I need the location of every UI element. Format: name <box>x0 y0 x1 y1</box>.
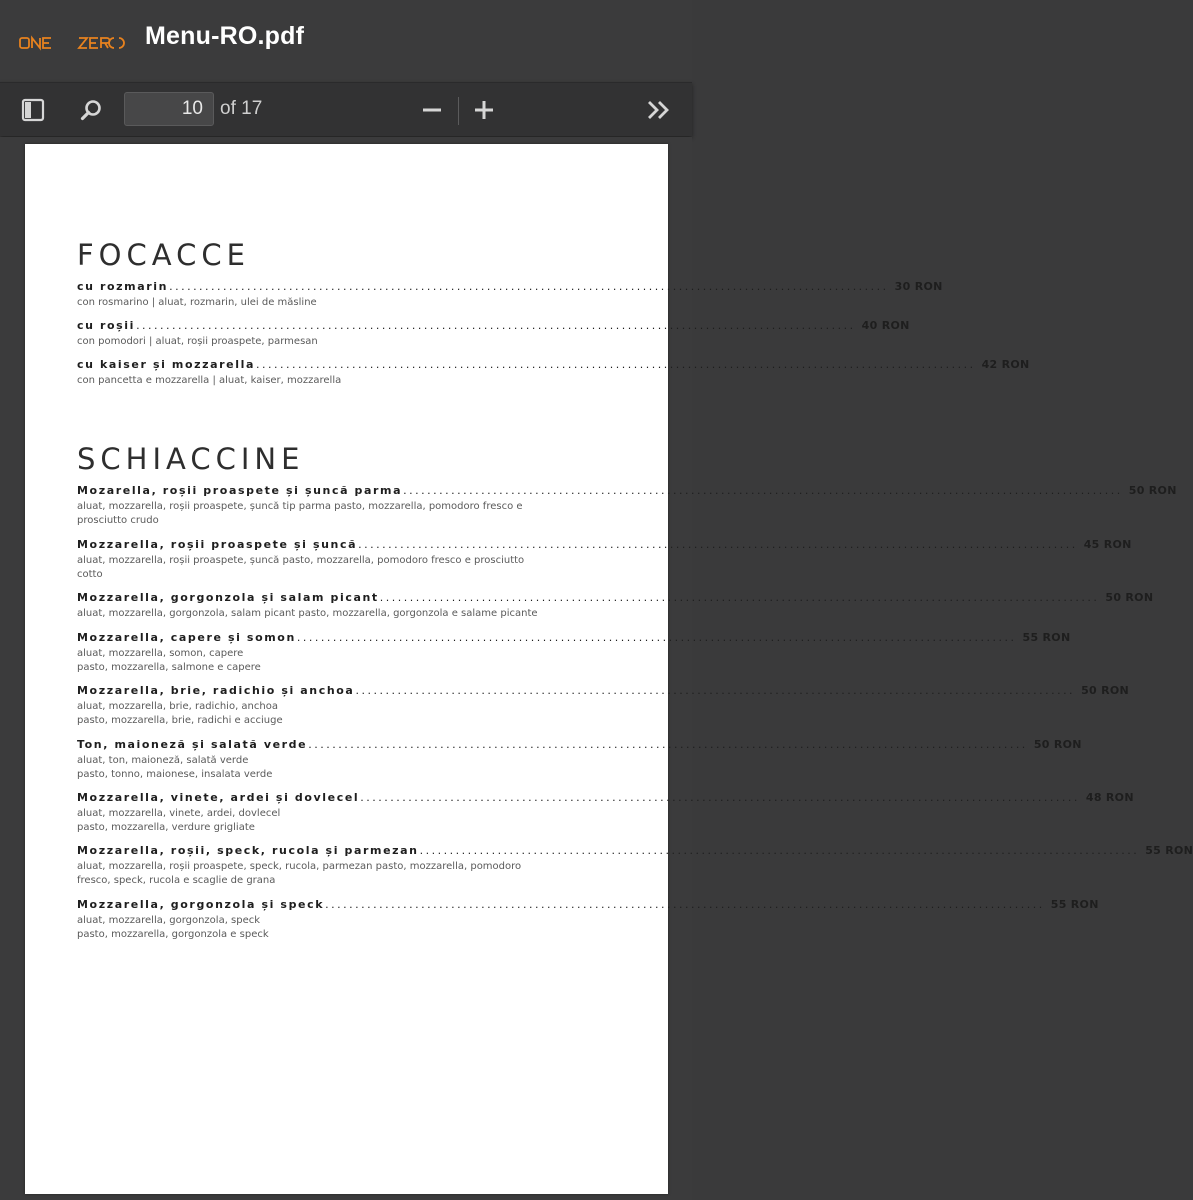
dot-leader: ........................................................................................................................ <box>419 844 1140 857</box>
item-name: Mozzarella, vinete, ardei și dovlecel <box>77 791 360 804</box>
item-name: Mozarella, roșii proaspete și șuncă parma <box>77 484 403 497</box>
item-description: aluat, mozzarella, gorgonzola, speck pasto, mozzarella, gorgonzola e speck <box>77 915 269 940</box>
item-description: aluat, mozzarella, roșii proaspete, șuncă pasto, mozzarella, pomodoro fresco e prosciutto cotto <box>77 555 525 580</box>
item-name: Mozzarella, capere și somon <box>77 631 296 644</box>
menu-item <box>77 738 1082 781</box>
menu-item <box>77 631 1071 674</box>
item-description: aluat, mozzarella, gorgonzola, salam picant pasto, mozzarella, gorgonzola e salame picante <box>77 608 538 619</box>
item-price: 50 RON <box>1033 738 1082 751</box>
item-description: aluat, ton, maioneză, salată verde pasto, tonno, maionese, insalata verde <box>77 755 273 780</box>
item-description: aluat, mozzarella, vinete, ardei, dovlecel pasto, mozzarella, verdure grigliate <box>77 808 281 833</box>
dot-leader: ........................................................................................................................ <box>360 791 1080 804</box>
item-description: con pomodori | aluat, roșii proaspete, parmesan <box>77 336 318 347</box>
dot-leader: ........................................................................................................................ <box>308 738 1028 751</box>
menu-item <box>77 538 1132 581</box>
menu-item <box>77 280 943 310</box>
page-total: of 17 <box>220 98 263 119</box>
page-number-input[interactable] <box>124 92 214 126</box>
item-price: 50 RON <box>1105 591 1154 604</box>
item-price: 45 RON <box>1083 538 1132 551</box>
item-name: cu kaiser și mozzarella <box>77 358 255 371</box>
dot-leader: ........................................................................................................................ <box>296 631 1017 644</box>
item-name: Mozzarella, gorgonzola și salam picant <box>77 591 379 604</box>
menu-item <box>77 484 1177 527</box>
item-price: 55 RON <box>1050 898 1099 911</box>
item-description: aluat, mozzarella, somon, capere pasto, mozzarella, salmone e capere <box>77 648 261 673</box>
item-name: Ton, maioneză și salată verde <box>77 738 308 751</box>
dot-leader: ........................................................................................................................ <box>358 538 1078 551</box>
minus-icon <box>421 99 443 121</box>
section-title-focacce: FOCACCE <box>77 238 250 272</box>
item-description: con rosmarino | aluat, rozmarin, ulei de măsline <box>77 297 317 308</box>
document-viewer[interactable] <box>0 137 1193 1200</box>
item-price: 50 RON <box>1128 484 1177 497</box>
pdf-toolbar <box>0 82 692 136</box>
dot-leader: ........................................................................................................................ <box>403 484 1123 497</box>
menu-item <box>77 358 1030 388</box>
menu-item <box>77 844 1193 887</box>
pdf-page <box>25 144 1193 1194</box>
menu-item <box>77 591 1154 621</box>
item-name: Mozzarella, gorgonzola și speck <box>77 898 325 911</box>
dot-leader: ........................................................................................................................ <box>169 280 889 293</box>
item-name: Mozzarella, roșii, speck, rucola și parmezan <box>77 844 419 857</box>
item-description: aluat, mozzarella, roșii proaspete, șuncă tip parma pasto, mozzarella, pomodoro fresco e prosciutto crudo <box>77 501 523 526</box>
sidebar-toggle-button[interactable] <box>16 94 50 126</box>
title-bar <box>0 0 692 82</box>
item-description: aluat, mozzarella, brie, radichio, anchoa pasto, mozzarella, brie, radichi e acciuge <box>77 701 283 726</box>
menu-item <box>77 791 1134 834</box>
item-price: 55 RON <box>1145 844 1193 857</box>
menu-item <box>77 898 1099 941</box>
zoom-out-button[interactable] <box>416 94 448 126</box>
section-title-schiaccine: SCHIACCINE <box>77 442 305 476</box>
item-price: 50 RON <box>1081 684 1130 697</box>
item-price: 55 RON <box>1022 631 1071 644</box>
dot-leader: ........................................................................................................................ <box>379 591 1100 604</box>
dot-leader: ........................................................................................................................ <box>136 319 856 332</box>
plus-icon <box>473 99 495 121</box>
item-description: aluat, mozzarella, roșii proaspete, speck, rucola, parmezan pasto, mozzarella, pomodoro fresco, speck, rucola e scaglie de grana <box>77 861 522 886</box>
one-zero-logo <box>19 36 127 50</box>
item-price: 48 RON <box>1085 791 1134 804</box>
menu-item <box>77 319 910 349</box>
item-price: 30 RON <box>894 280 943 293</box>
item-name: Mozzarella, brie, radichio și anchoa <box>77 684 355 697</box>
more-tools-button[interactable] <box>642 94 676 126</box>
item-price: 42 RON <box>981 358 1030 371</box>
document-title: Menu-RO.pdf <box>145 22 305 50</box>
search-icon <box>79 98 103 122</box>
item-name: cu roșii <box>77 319 136 332</box>
item-description: con pancetta e mozzarella | aluat, kaiser, mozzarella <box>77 375 342 386</box>
toolbar-divider <box>458 97 459 125</box>
item-name: cu rozmarin <box>77 280 169 293</box>
search-button[interactable] <box>74 94 108 126</box>
menu-item <box>77 684 1130 727</box>
item-price: 40 RON <box>861 319 910 332</box>
sidebar-toggle-icon <box>21 98 45 122</box>
dot-leader: ........................................................................................................................ <box>355 684 1076 697</box>
item-name: Mozzarella, roșii proaspete și șuncă <box>77 538 358 551</box>
double-chevron-right-icon <box>646 99 672 121</box>
dot-leader: ........................................................................................................................ <box>256 358 976 371</box>
dot-leader: ........................................................................................................................ <box>325 898 1045 911</box>
zoom-in-button[interactable] <box>468 94 500 126</box>
